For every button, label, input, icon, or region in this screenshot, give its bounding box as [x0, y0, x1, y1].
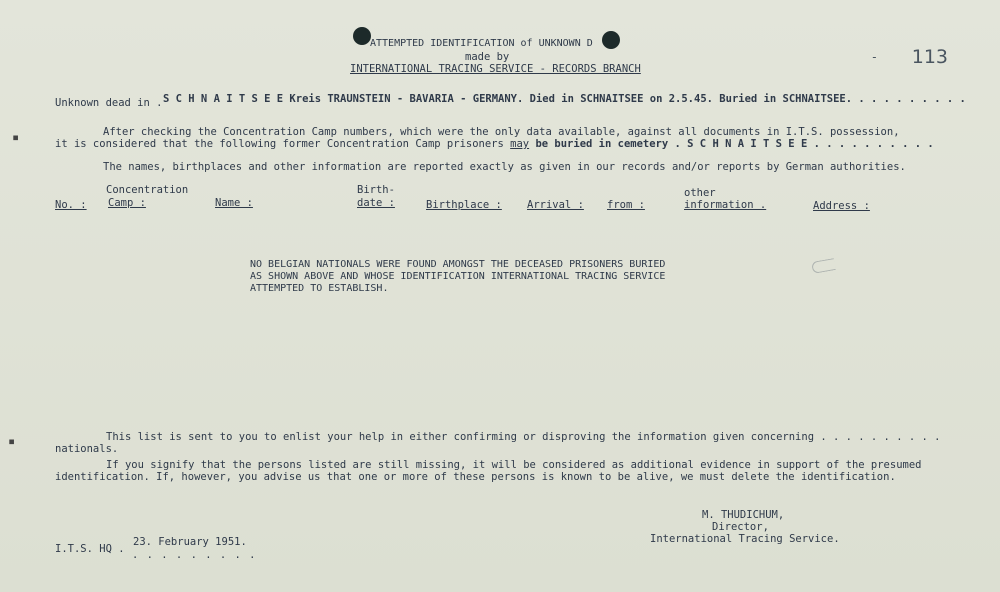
- notice-line-3: ATTEMPTED TO ESTABLISH.: [250, 283, 389, 294]
- col-arrival: Arrival :: [527, 199, 584, 211]
- page-dash: -: [870, 50, 878, 64]
- col-birthplace: Birthplace :: [426, 199, 502, 211]
- col-from: from :: [607, 199, 645, 211]
- signatory-organization: International Tracing Service.: [650, 533, 840, 545]
- burial-location: S C H N A I T S E E Kreis TRAUNSTEIN - BAVARIA - GERMANY. Died in SCHNAITSEE on 2.5.45. Buried in SCHNAITSEE. . . . . . . . . .: [163, 93, 966, 105]
- col-birthdate-top: Birth-: [357, 184, 395, 196]
- col-other: information .: [684, 199, 767, 211]
- punch-hole-left: [353, 27, 371, 45]
- signatory-title: Director,: [712, 521, 769, 533]
- col-name: Name :: [215, 197, 253, 209]
- notice-line-1: NO BELGIAN NATIONALS WERE FOUND AMONGST THE DECEASED PRISONERS BURIED: [250, 259, 666, 270]
- col-camp: Camp :: [108, 197, 146, 209]
- col-no: No. :: [55, 199, 87, 211]
- may-underlined: may: [510, 138, 530, 150]
- intro-paragraph-line-2: it is considered that the following former Concentration Camp prisoners may be buried in cemetery . S C H N A I T S E E . . . . . . . . . .: [55, 138, 934, 150]
- col-other-top: other: [684, 187, 716, 199]
- notice-line-2: AS SHOWN ABOVE AND WHOSE IDENTIFICATION INTERNATIONAL TRACING SERVICE: [250, 271, 666, 282]
- document-date: 23. February 1951.: [133, 536, 247, 548]
- col-birthdate: date :: [357, 197, 395, 209]
- footer-paragraph-1b: nationals.: [55, 443, 119, 455]
- footer-paragraph-2a: If you signify that the persons listed are still missing, it will be considered as additional evidence in support of the presumed: [106, 459, 922, 471]
- margin-mark: ▪: [8, 434, 16, 448]
- made-by-text: made by: [465, 51, 510, 63]
- col-address: Address :: [813, 200, 870, 212]
- page-number: 113: [911, 46, 948, 68]
- punch-hole-right: [602, 31, 620, 49]
- organization-heading: INTERNATIONAL TRACING SERVICE - RECORDS BRANCH: [350, 63, 641, 75]
- its-hq-label: I.T.S. HQ .: [55, 543, 125, 555]
- date-dots: . . . . . . . . .: [132, 549, 257, 561]
- footer-paragraph-1a: This list is sent to you to enlist your help in either confirming or disproving the information given concerning . . . . . . . . . .: [106, 431, 941, 443]
- unknown-dead-label: Unknown dead in .: [55, 97, 163, 109]
- pencil-mark: [811, 258, 836, 274]
- document-title: ATTEMPTED IDENTIFICATION of UNKNOWN D: [370, 38, 593, 49]
- records-note: The names, birthplaces and other information are reported exactly as given in our records and/or reports by German authorities.: [103, 161, 906, 173]
- intro-paragraph-line-1: After checking the Concentration Camp numbers, which were the only data available, against all documents in I.T.S. possession,: [103, 126, 900, 138]
- signatory-name: M. THUDICHUM,: [702, 509, 785, 521]
- footer-paragraph-2b: identification. If, however, you advise us that one or more of these persons is known to be alive, we must delete the identification.: [55, 471, 896, 483]
- col-camp-top: Concentration: [106, 184, 189, 196]
- margin-mark: ▪: [12, 130, 20, 144]
